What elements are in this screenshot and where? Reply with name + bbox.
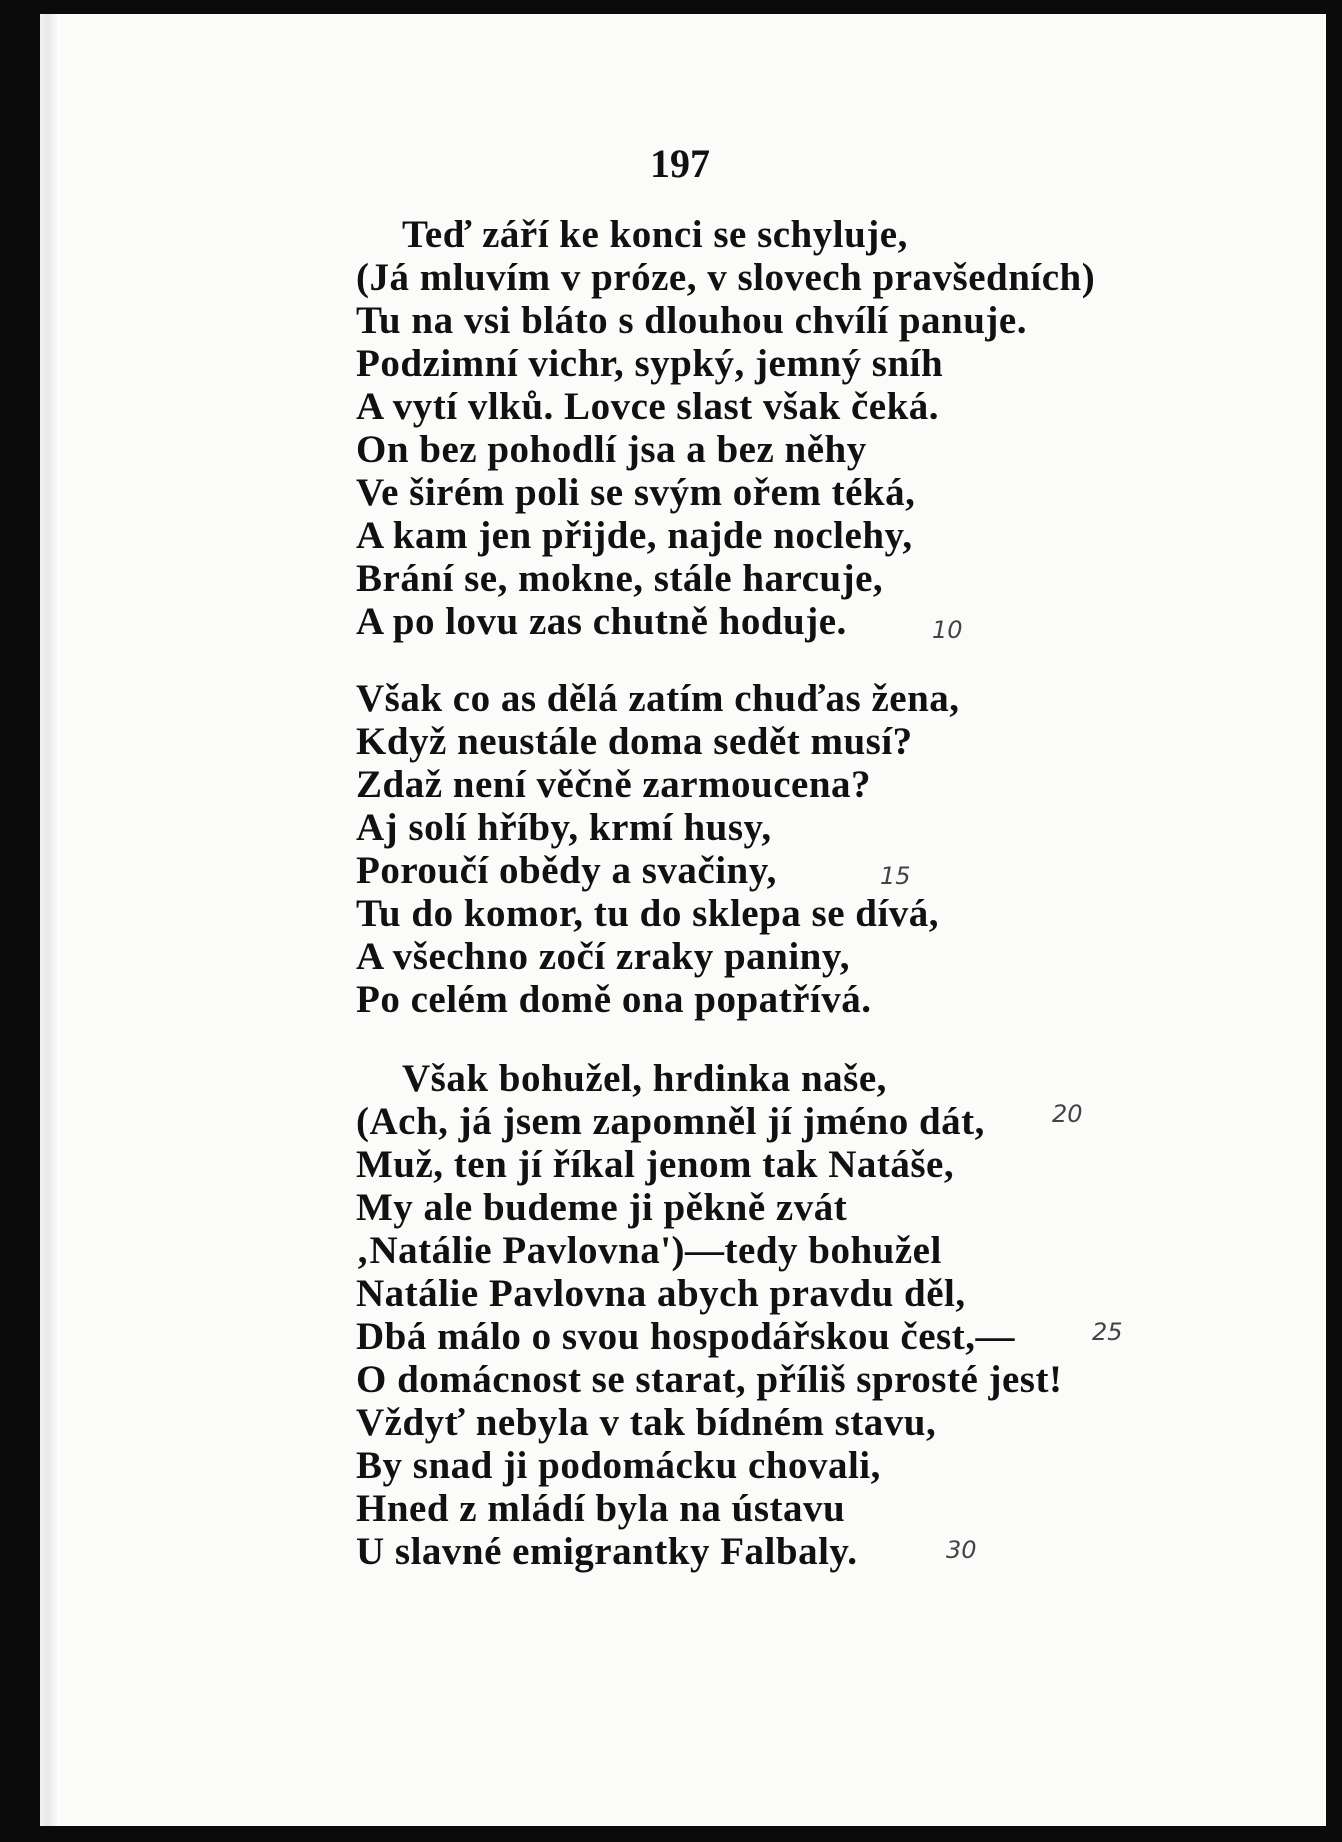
- verse-line: Když neustále doma sedět musí?: [356, 720, 913, 763]
- verse-line: Ve širém poli se svým ořem téká,: [356, 471, 916, 514]
- verse-line: Brání se, mokne, stále harcuje,: [356, 557, 884, 600]
- verse-line: A po lovu zas chutně hoduje.: [356, 600, 847, 643]
- verse-line: Zdaž není věčně zarmoucena?: [356, 763, 872, 806]
- page-gutter: [40, 14, 60, 1826]
- verse-line: U slavné emigrantky Falbaly.: [356, 1530, 858, 1573]
- verse-line: By snad ji podomácku chovali,: [356, 1444, 881, 1487]
- verse-line: Vždyť nebyla v tak bídném stavu,: [356, 1401, 937, 1444]
- verse-line: My ale budeme ji pěkně zvát: [356, 1186, 848, 1229]
- pencil-line-count: 20: [1052, 1100, 1083, 1128]
- verse-line: Aj solí hříby, krmí husy,: [356, 806, 772, 849]
- verse-line: Natálie Pavlovna abych pravdu děl,: [356, 1272, 966, 1315]
- pencil-line-count: 25: [1092, 1318, 1123, 1346]
- page-number: 197: [650, 141, 710, 186]
- scan-border-right: [1326, 0, 1342, 1842]
- verse-line: (Ach, já jsem zapomněl jí jméno dát,: [356, 1100, 985, 1143]
- verse-line: ‚Natálie Pavlovna')—tedy bohužel: [356, 1229, 942, 1272]
- verse-line: Tu na vsi bláto s dlouhou chvílí panuje.: [356, 299, 1027, 342]
- verse-line: Hned z mládí byla na ústavu: [356, 1487, 846, 1530]
- verse-line: (Já mluvím v próze, v slovech pravšedních): [356, 256, 1096, 299]
- verse-line: Však bohužel, hrdinka naše,: [402, 1057, 887, 1100]
- verse-line: Poroučí obědy a svačiny,: [356, 849, 777, 892]
- verse-line: A kam jen přijde, najde noclehy,: [356, 514, 913, 557]
- verse-line: Však co as dělá zatím chuďas žena,: [356, 677, 960, 720]
- verse-line: Dbá málo o svou hospodářskou čest,—: [356, 1315, 1015, 1358]
- pencil-line-count: 15: [880, 862, 911, 890]
- verse-line: Tu do komor, tu do sklepa se dívá,: [356, 892, 940, 935]
- scan-border-left: [0, 0, 40, 1842]
- verse-line: Muž, ten jí říkal jenom tak Natáše,: [356, 1143, 955, 1186]
- verse-line: On bez pohodlí jsa a bez něhy: [356, 428, 867, 471]
- verse-line: Po celém domě ona popatřívá.: [356, 978, 872, 1021]
- scan-border-top: [0, 0, 1342, 14]
- pencil-line-count: 10: [932, 616, 963, 644]
- verse-line: Podzimní vichr, sypký, jemný sníh: [356, 342, 944, 385]
- scan-border-bottom: [0, 1826, 1342, 1842]
- verse-line: A vytí vlků. Lovce slast však čeká.: [356, 385, 940, 428]
- pencil-line-count: 30: [946, 1536, 977, 1564]
- verse-line: Teď září ke konci se schyluje,: [402, 213, 908, 256]
- verse-line: A všechno zočí zraky paniny,: [356, 935, 850, 978]
- verse-line: O domácnost se starat, příliš sprosté jest!: [356, 1358, 1063, 1401]
